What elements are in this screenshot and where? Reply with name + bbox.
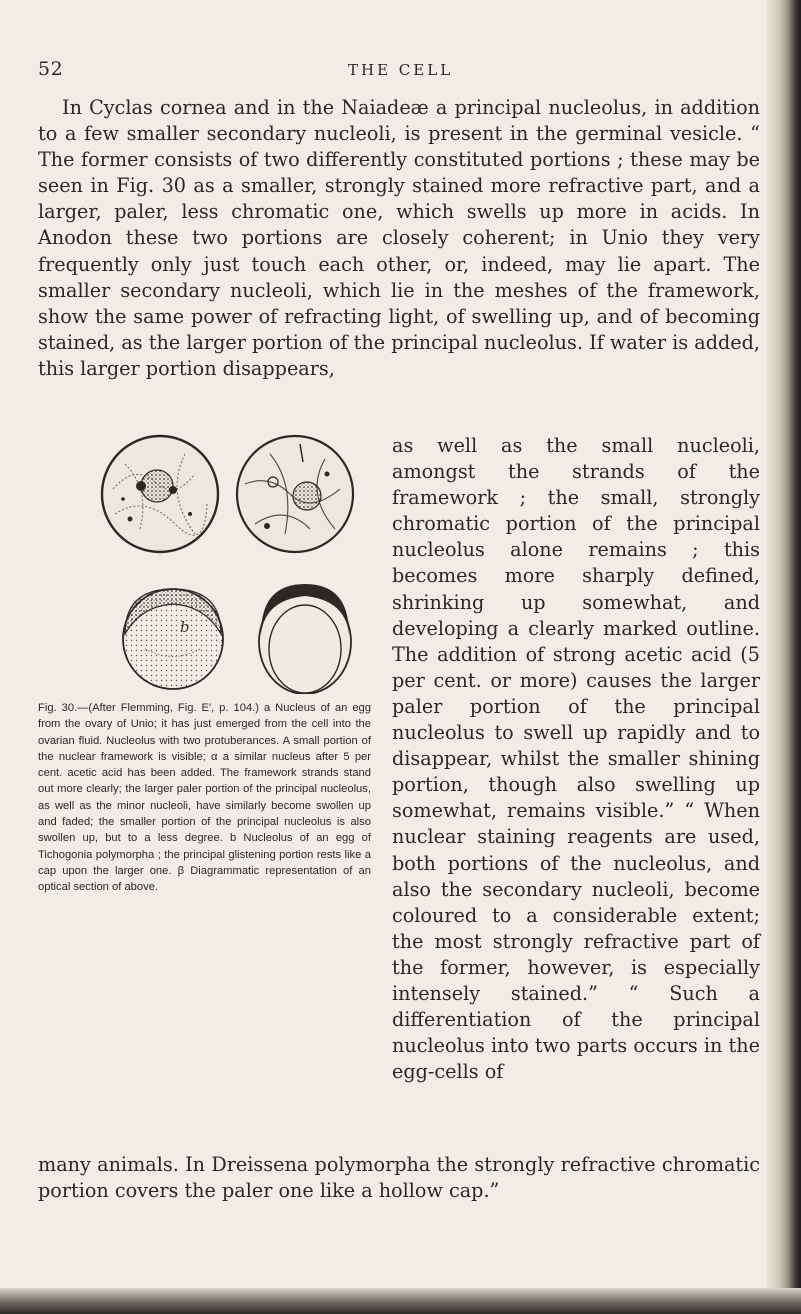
- nucleus-a-prime-drawing: [237, 436, 353, 552]
- nucleus-illustrations: [95, 434, 360, 694]
- paragraph-3: many animals. In Dreissena polymorpha the strongly refractive chromatic portion covers the paler one like a hollow cap.”: [38, 1153, 760, 1203]
- figure-caption: Fig. 30.—(After Flemming, Fig. E′, p. 104.) a Nucleus of an egg from the ovary of Unio; it has just emerged from the cell into the ovarian fluid. Nucleolus with two protuberances. A small portion of the nuclear framework is visible; α a similar nucleus after 5 per cent. acetic acid has been added. The framework strands stand out more clearly; the larger paler portion of the principal nucleolus, as well as the minor nucleoli, have similarly become swollen up and faded; the smaller portion of the principal nucleolus is also swollen up, but to a less degree. b Nucleolus of an egg of Tichogonia polymorpha ; the principal glistening portion rests like a cap upon the larger one. β Diagrammatic representation of an optical section of above.: [38, 702, 371, 894]
- page-edge-shadow: [767, 0, 801, 1314]
- paragraph-1: In Cyclas cornea and in the Naiadeæ a principal nucleolus, in addition to a few smaller secondary nucleoli, is present in the germinal vesicle. “ The former consists of two differently constituted portions ; these may be seen in Fig. 30 as a smaller, strongly stained more refractive part, and a larger, paler, less chromatic one, which swells up more in acids. In Anodon these two portions are closely coherent; in Unio they very frequently only just touch each other, or, indeed, may lie apart. The smaller secondary nucleoli, which lie in the meshes of the framework, show the same power of refracting light, of swelling up, and of becoming stained, as the larger portion of the principal nucleolus. If water is added, this larger portion disappears,: [38, 96, 760, 380]
- nucleolus-b-drawing: [123, 589, 223, 689]
- nucleus-a-drawing: [102, 436, 218, 552]
- diagram-beta-drawing: [259, 584, 351, 694]
- page-bottom-shadow: [0, 1288, 801, 1314]
- running-head: THE CELL: [348, 61, 454, 79]
- page-number: 52: [38, 58, 64, 80]
- paragraph-2: as well as the small nucleoli, amongst the strands of the framework ; the small, strongly chromatic portion of the principal nucleolus alone remains ; this becomes more sharply defined, shrinking up somewhat, and developing a clearly marked outline. The addition of strong acetic acid (5 per cent. or more) causes the larger paler portion of the principal nucleolus to swell up rapidly and to disappear, whilst the smaller shining portion, though also swelling up somewhat, remains visible.” “ When nuclear staining reagents are used, both portions of the nucleolus, and also the secondary nucleoli, become coloured to a considerable extent; the most strongly refractive part of the former, however, is especially intensely stained.” “ Such a differentiation of the principal nucleolus into two parts occurs in the egg-cells of: [392, 434, 760, 1084]
